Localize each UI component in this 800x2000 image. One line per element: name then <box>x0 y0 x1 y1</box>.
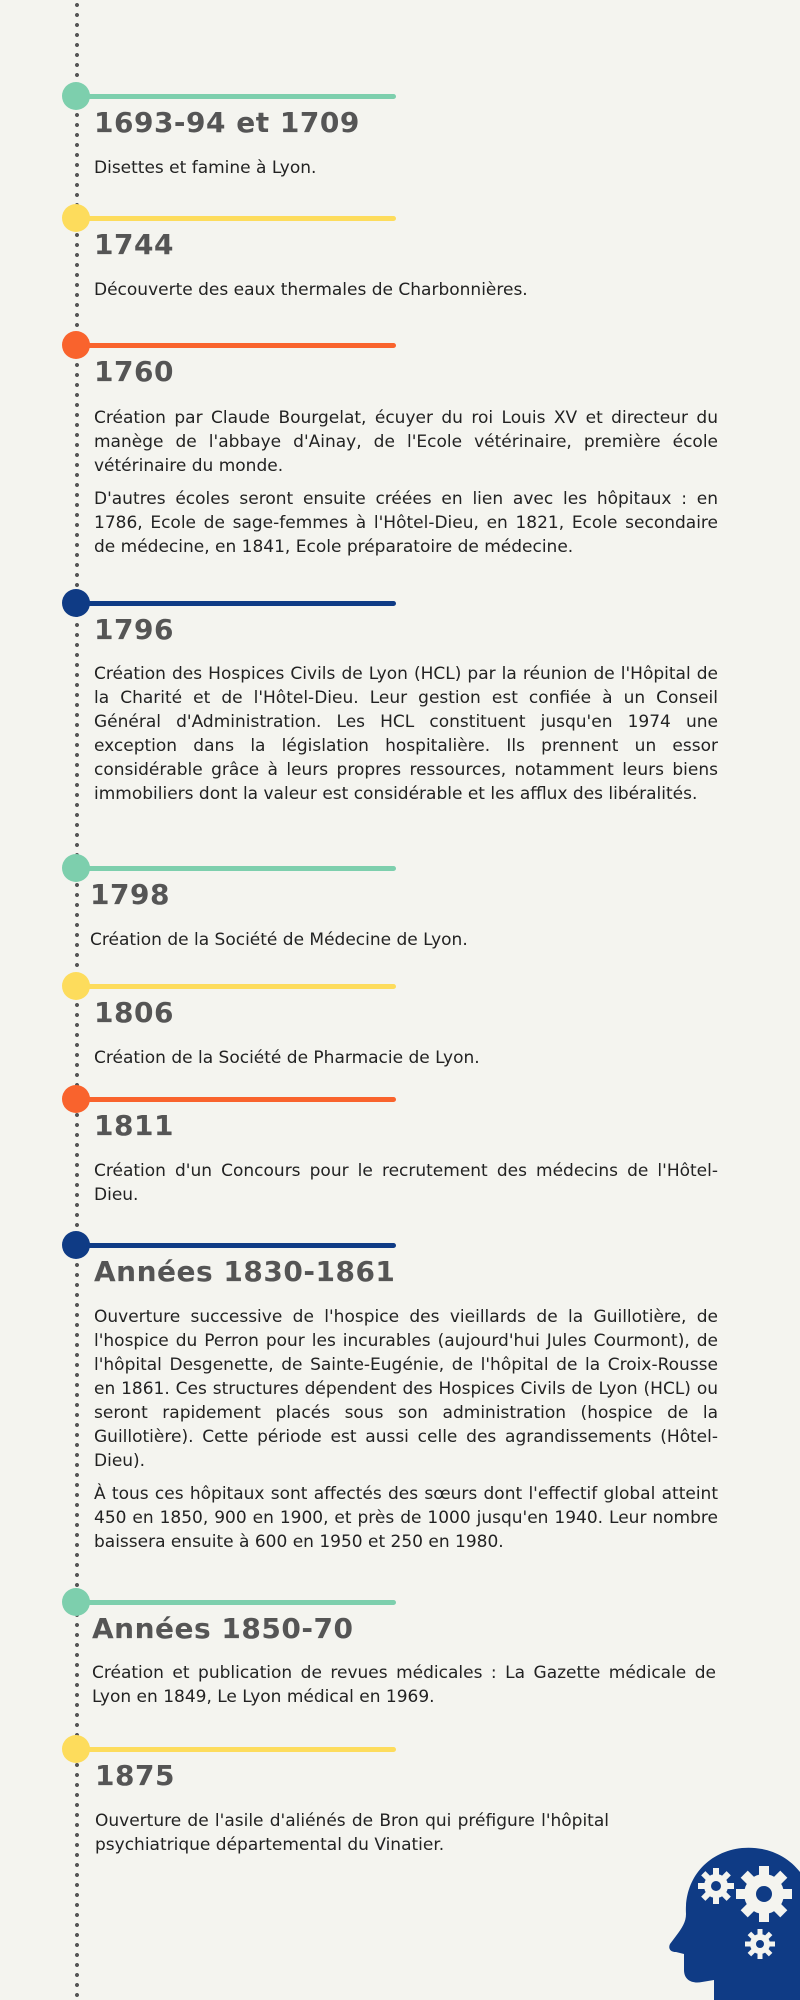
event-paragraph: Création d'un Concours pour le recrutement des médecins de l'Hôtel-Dieu. <box>94 1161 718 1205</box>
event-paragraph: Création par Claude Bourgelat, écuyer du roi Louis XV et directeur du manège de l'abbaye d'Ainay, de l'Ecole vétérinaire, première école vétérinaire du monde. <box>94 408 718 476</box>
event-paragraph: Ouverture de l'asile d'aliénés de Bron qui préfigure l'hôpital psychiatrique départemental du Vinatier. <box>95 1811 609 1855</box>
event-year: Années 1850-70 <box>92 1612 354 1645</box>
event-description <box>95 1809 609 1866</box>
event-paragraph: D'autres écoles seront ensuite créées en lien avec les hôpitaux : en 1786, Ecole de sage-femmes à l'Hôtel-Dieu, en 1821, Ecole secondaire de médecine, en 1841, Ecole préparatoire de médecine. <box>94 489 718 557</box>
event-paragraph: Découverte des eaux thermales de Charbonnières. <box>94 280 528 300</box>
event-paragraph-text: Création et publication de revues médicales : La Gazette médicale de Lyon en 1849, Le Lyon médical en 1969. <box>92 1663 716 1707</box>
event-description <box>94 1159 718 1216</box>
event-year: 1760 <box>94 355 174 388</box>
event-year: 1693-94 et 1709 <box>94 106 360 139</box>
timeline-bar <box>86 216 396 221</box>
event-paragraph: Création des Hospices Civils de Lyon (HCL) par la réunion de l'Hôpital de la Charité et de l'Hôtel-Dieu. Leur gestion est confiée à un Conseil Général d'Administration. Les HCL constituent jusqu'en 1974 une exception dans la législation hospitalière. Ils prennent un essor considérable grâce à leurs propres ressources, notamment leurs biens immobiliers dont la valeur est considérable et les afflux des libéralités. <box>94 664 718 804</box>
timeline-bar <box>86 94 396 99</box>
event-year: 1796 <box>94 613 174 646</box>
timeline-bar <box>86 343 396 348</box>
timeline-bar <box>86 1600 396 1605</box>
head-gears-icon <box>668 1844 800 2000</box>
event-year: 1875 <box>95 1759 175 1792</box>
event-year: 1744 <box>94 228 174 261</box>
event-paragraph <box>92 1661 716 1709</box>
timeline-dotted-line <box>74 0 80 2000</box>
timeline-bar <box>86 1243 396 1248</box>
event-description <box>94 156 718 189</box>
event-description <box>94 1305 718 1563</box>
timeline-bar <box>86 1747 396 1752</box>
event-description <box>94 1046 718 1079</box>
timeline-bar <box>86 601 396 606</box>
event-description <box>90 928 714 961</box>
event-description <box>94 278 718 311</box>
event-paragraph: Disettes et famine à Lyon. <box>94 158 317 178</box>
event-description <box>94 662 718 815</box>
event-paragraph: Ouverture successive de l'hospice des vieillards de la Guillotière, de l'hospice du Perron pour les incurables (aujourd'hui Jules Courmont), de l'hôpital Desgenette, de Sainte-Eugénie, de l'hôpital de la Croix-Rousse en 1861. Ces structures dépendent des Hospices Civils de Lyon (HCL) ou seront rapidement placés sous son administration (hospice de la Guillotière). Cette période est aussi celle des agrandissements (Hôtel-Dieu). <box>94 1307 718 1471</box>
event-paragraph: Création de la Société de Médecine de Lyon. <box>90 930 468 950</box>
event-year: 1798 <box>90 878 170 911</box>
event-year: 1811 <box>94 1109 174 1142</box>
timeline-bar <box>86 1097 396 1102</box>
timeline-bar <box>86 984 396 989</box>
event-paragraph: Création de la Société de Pharmacie de Lyon. <box>94 1048 480 1068</box>
event-description <box>92 1661 716 1718</box>
event-description <box>94 406 718 568</box>
event-year: Années 1830-1861 <box>94 1255 396 1288</box>
timeline-bar <box>86 866 396 871</box>
event-paragraph: À tous ces hôpitaux sont affectés des sœurs dont l'effectif global atteint 450 en 1850, 900 en 1900, et près de 1000 jusqu'en 1940. Leur nombre baissera ensuite à 600 en 1950 et 250 en 1980. <box>94 1484 718 1552</box>
event-year: 1806 <box>94 996 174 1029</box>
